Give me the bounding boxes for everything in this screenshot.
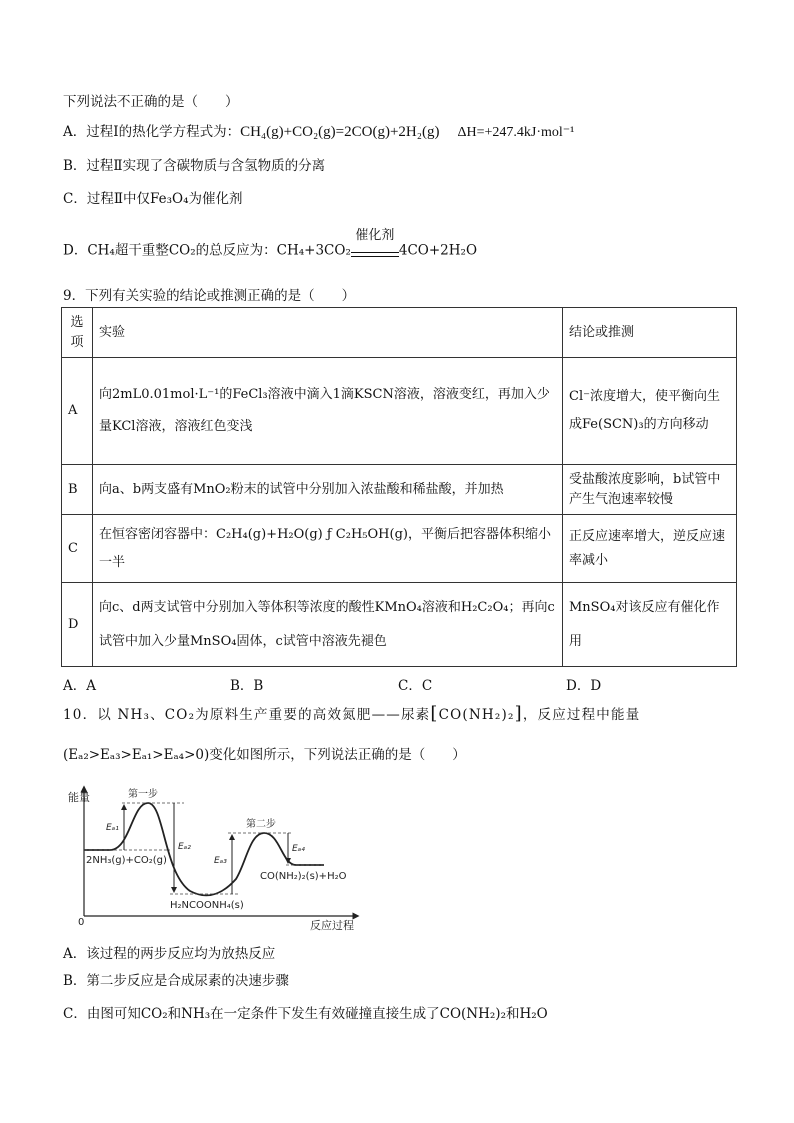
q10-stem-part1: 10．以 NH₃、CO₂为原料生产重要的高效氮肥——尿素 <box>63 707 431 723</box>
row-conclusion: 受盐酸浓度影响，b试管中产生气泡速率较慢 <box>563 465 737 515</box>
q8-stem: 下列说法不正确的是（ ） <box>63 94 239 110</box>
row-label: C <box>62 515 93 583</box>
q9-table <box>61 307 737 667</box>
row-experiment: 在恒容密闭容器中：C₂H₄(g)+H₂O(g) ƒ C₂H₅OH(g)，平衡后把容器体积缩小一半 <box>93 515 563 583</box>
q9-option-c[interactable]: C．C <box>398 678 433 694</box>
product-label: CO(NH₂)₂(s)+H₂O <box>260 871 347 882</box>
catalyst-arrow <box>351 228 399 262</box>
q8-option-c[interactable]: C．过程Ⅱ中仅Fe₃O₄为催化剂 <box>63 191 243 207</box>
row-experiment: 向c、d两支试管中分别加入等体积等浓度的酸性KMnO₄溶液和H₂C₂O₄；再向c试管中加入少量MnSO₄固体，c试管中溶液先褪色 <box>93 583 563 667</box>
q8-option-b[interactable]: B．过程Ⅱ实现了含碳物质与含氢物质的分离 <box>63 158 326 174</box>
q8-option-d[interactable] <box>63 228 478 262</box>
energy-diagram <box>60 783 360 933</box>
row-label: D <box>62 583 93 667</box>
x-axis-label: 反应过程 <box>310 919 354 932</box>
header-conclusion: 结论或推测 <box>563 308 737 358</box>
q9-option-a[interactable]: A．A <box>63 678 96 694</box>
left-bracket: [ <box>430 703 439 724</box>
q8-option-a-enthalpy: ΔH=+247.4kJ·mol⁻¹ <box>457 125 575 140</box>
header-option: 选项 <box>62 308 93 358</box>
table-row <box>62 583 737 667</box>
step1-label: 第一步 <box>128 789 158 800</box>
q8-option-a[interactable] <box>63 122 574 143</box>
q10-option-b[interactable]: B．第二步反应是合成尿素的决速步骤 <box>63 973 289 989</box>
q10-stem-line2: (Eₐ₂>Eₐ₃>Eₐ₁>Eₐ₄>0)变化如图所示，下列说法正确的是（ ） <box>63 747 466 763</box>
ea3-label: Eₐ₃ <box>214 856 227 866</box>
q10-stem-part2: ，反应过程中能量 <box>522 707 641 723</box>
q9-options <box>63 674 663 694</box>
q9-option-b[interactable]: B．B <box>230 678 264 694</box>
q8-option-d-prefix: D．CH₄超干重整CO₂的总反应为：CH₄+3CO₂ <box>63 242 351 259</box>
ea4-label: Eₐ₄ <box>292 844 305 854</box>
urea-formula: CO(NH₂)₂ <box>438 707 515 723</box>
q8-option-d-products: 4CO+2H₂O <box>398 242 478 259</box>
row-conclusion: 正反应速率增大，逆反应速率减小 <box>563 515 737 583</box>
row-experiment: 向a、b两支盛有MnO₂粉末的试管中分别加入浓盐酸和稀盐酸，并加热 <box>93 465 563 515</box>
ea1-label: Eₐ₁ <box>106 823 119 833</box>
intermediate-label: H₂NCOONH₄(s) <box>170 900 244 911</box>
q9-stem: 9．下列有关实验的结论或推测正确的是（ ） <box>63 288 356 304</box>
origin-label: 0 <box>78 917 85 928</box>
row-label: B <box>62 465 93 515</box>
row-conclusion: MnSO₄对该反应有催化作用 <box>563 583 737 667</box>
right-bracket: ] <box>514 703 523 724</box>
q9-option-d[interactable]: D．D <box>566 678 602 694</box>
header-experiment: 实验 <box>93 308 563 358</box>
y-axis-label: 能量 <box>68 791 90 804</box>
table-row <box>62 358 737 465</box>
step2-label: 第二步 <box>246 819 276 830</box>
table-row <box>62 465 737 515</box>
equals-sign <box>351 252 399 257</box>
table-row <box>62 515 737 583</box>
q10-stem-line1 <box>63 704 640 725</box>
q8-option-a-equation: CH₄(g)+CO₂(g)=2CO(g)+2H₂(g) <box>240 124 440 140</box>
row-experiment: 向2mL0.01mol·L⁻¹的FeCl₃溶液中滴入1滴KSCN溶液，溶液变红，再加入少量KCl溶液，溶液红色变浅 <box>93 358 563 465</box>
reactant-label: 2NH₃(g)+CO₂(g) <box>86 855 167 866</box>
row-conclusion: Cl⁻浓度增大，使平衡向生成Fe(SCN)₃的方向移动 <box>563 358 737 465</box>
ea2-label: Eₐ₂ <box>178 842 191 852</box>
catalyst-label: 催化剂 <box>355 228 395 243</box>
row-label: A <box>62 358 93 465</box>
q8-option-a-prefix: A．过程Ⅰ的热化学方程式为： <box>63 124 241 140</box>
q10-option-c[interactable]: C．由图可知CO₂和NH₃在一定条件下发生有效碰撞直接生成了CO(NH₂)₂和H₂O <box>63 1006 548 1022</box>
q10-option-a[interactable]: A．该过程的两步反应均为放热反应 <box>63 946 276 962</box>
table-header-row <box>62 308 737 358</box>
